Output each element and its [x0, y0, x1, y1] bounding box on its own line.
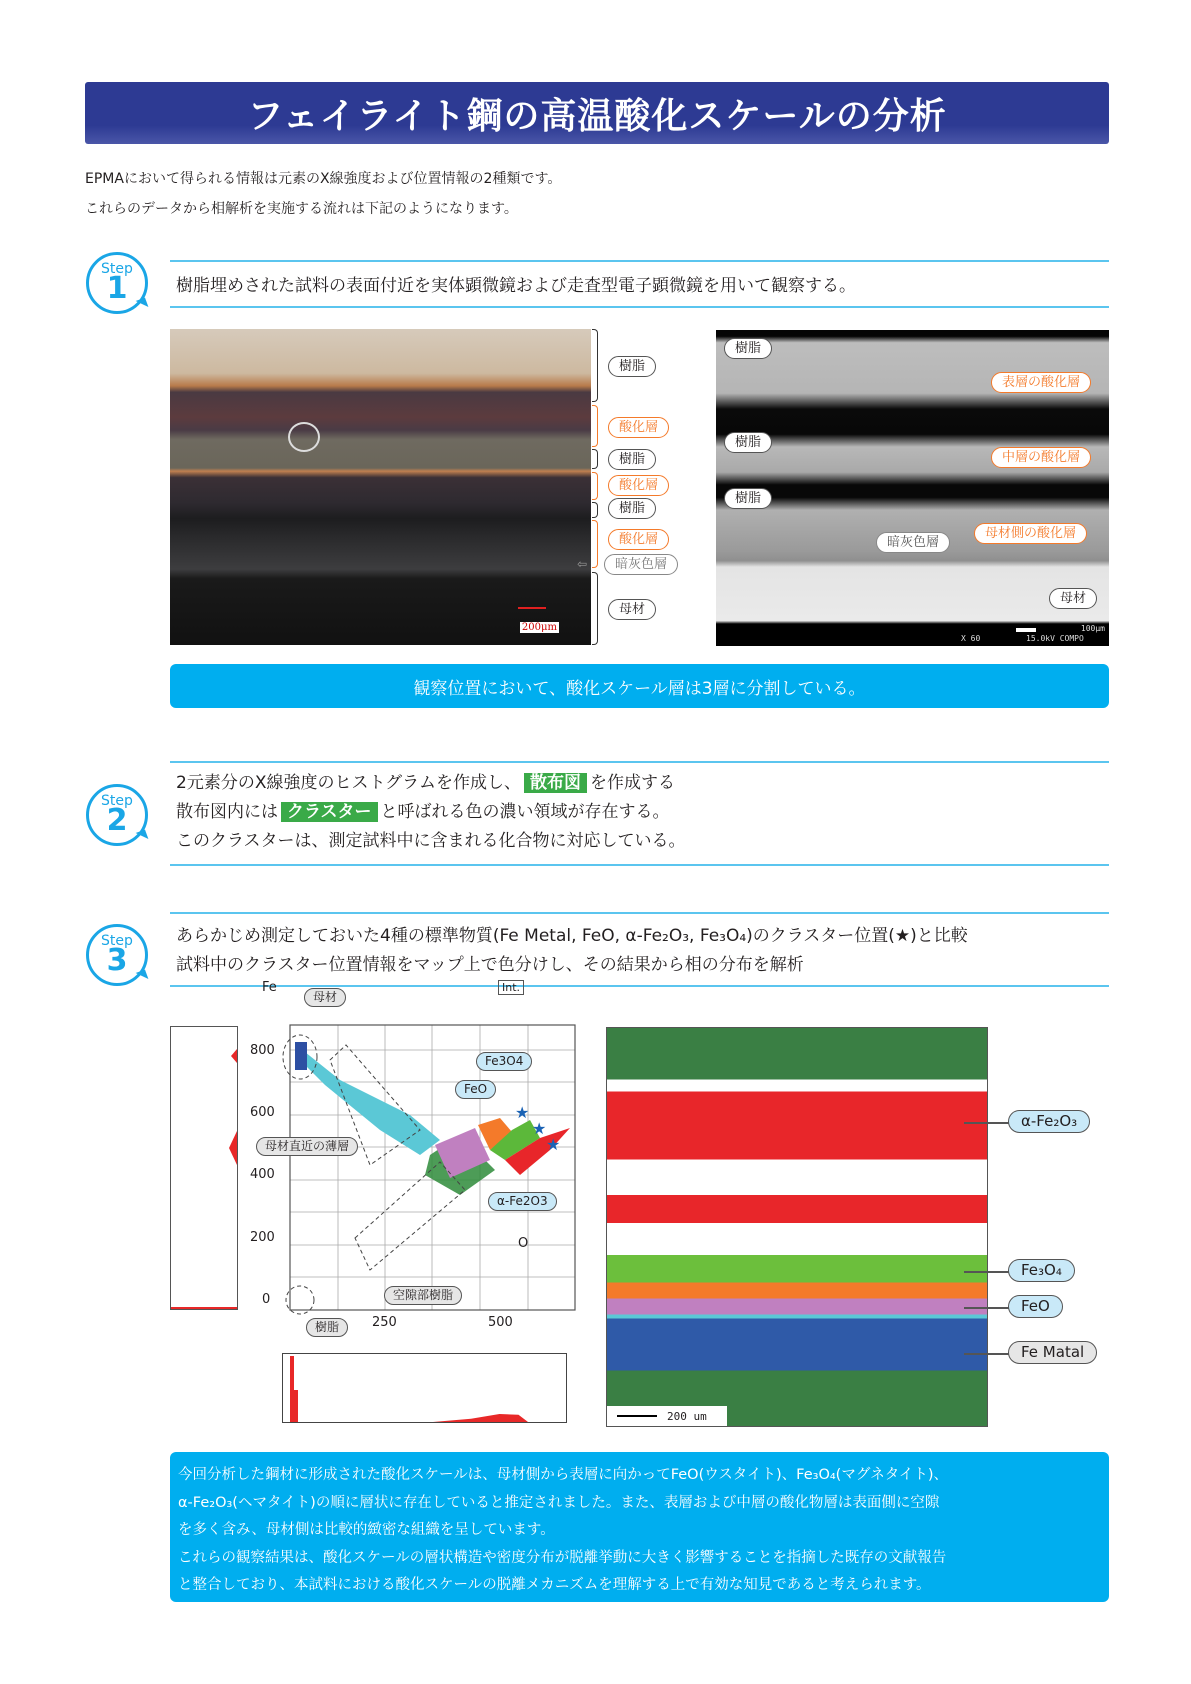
annot-fe3o4: Fe3O4	[476, 1052, 532, 1071]
annot-base: 母材	[304, 988, 346, 1007]
label-resin: 樹脂	[608, 498, 656, 519]
label-oxide: 酸化層	[608, 529, 669, 550]
annot-resin: 樹脂	[306, 1318, 348, 1337]
sem-label-dark-grey: 暗灰色層	[876, 532, 950, 553]
fe-histogram	[170, 1026, 238, 1310]
divider	[170, 260, 1109, 262]
label-dark-grey: 暗灰色層	[604, 554, 678, 575]
label-oxide: 酸化層	[608, 417, 669, 438]
sem-label-base-oxide: 母材側の酸化層	[974, 523, 1087, 544]
divider	[170, 864, 1109, 866]
x-axis-label: O	[518, 1236, 529, 1251]
map-label-fe3o4: Fe₃O₄	[1008, 1259, 1075, 1282]
sem-label-surface-oxide: 表層の酸化層	[991, 372, 1091, 393]
divider	[170, 985, 1109, 987]
annot-thin-layer: 母材直近の薄層	[256, 1137, 358, 1156]
sem-mag: X 60	[961, 634, 981, 643]
arrow-icon: ⇦	[577, 557, 588, 571]
sem-label-resin: 樹脂	[724, 338, 772, 359]
scale-bar	[518, 607, 546, 609]
star-icon: ★	[532, 1119, 547, 1138]
x-tick: 500	[488, 1315, 513, 1330]
step-1-badge: Step 1	[86, 252, 148, 314]
int-label: Int.	[498, 980, 524, 995]
step-1-conclusion: 観察位置において、酸化スケール層は3層に分割している。	[170, 664, 1109, 708]
y-tick: 0	[262, 1292, 271, 1307]
label-resin: 樹脂	[608, 449, 656, 470]
y-tick: 600	[250, 1105, 275, 1120]
map-label-fe2o3: α-Fe₂O₃	[1008, 1110, 1090, 1133]
sem-label-resin: 樹脂	[724, 432, 772, 453]
scale-bar-label: 200μm	[521, 622, 557, 633]
map-label-feo: FeO	[1008, 1295, 1063, 1318]
step-2-badge: Step 2	[86, 784, 148, 846]
bubble	[288, 422, 320, 452]
optical-micrograph	[170, 329, 591, 645]
annot-fe2o3: α-Fe2O3	[488, 1192, 557, 1211]
o-histogram	[282, 1353, 567, 1423]
annot-void-resin: 空隙部樹脂	[384, 1286, 462, 1305]
sem-label-middle-oxide: 中層の酸化層	[991, 447, 1091, 468]
summary-panel: 今回分析した鋼材に形成された酸化スケールは、母材側から表層に向かってFeO(ウスタイト)、Fe₃O₄(マグネタイト)、 α-Fe₂O₃(ヘマタイト)の順に層状に存在していると推定されました。また、表層および中層の酸化物層は表面側に空隙 を多く含み、母材側は比較的緻密な組織を呈しています。 これらの観察結果は、酸化スケールの層状構造や密度分布が脱離挙動に大きく影響することを指摘した既存の文献報告 と整合しており、本試料における酸化スケールの脱離メカニズムを理解する上で有効な知見であると考えられます。	[170, 1452, 1109, 1602]
step-3-badge: Step 3	[86, 924, 148, 986]
map-label-fe-metal: Fe Matal	[1008, 1341, 1097, 1364]
phase-map	[606, 1027, 988, 1427]
sem-micrograph	[716, 330, 1109, 646]
step-1-text: 樹脂埋めされた試料の表面付近を実体顕微鏡および走査型電子顕微鏡を用いて観察する。	[176, 276, 856, 296]
label-resin: 樹脂	[608, 356, 656, 377]
divider	[170, 761, 1109, 763]
y-tick: 400	[250, 1167, 275, 1182]
sem-label-resin: 樹脂	[724, 488, 772, 509]
label-oxide: 酸化層	[608, 475, 669, 496]
y-axis-label: Fe	[262, 980, 277, 995]
sem-scale: 100μm	[1080, 624, 1105, 633]
highlight-scatter: 散布図	[524, 773, 587, 793]
step-2-text: 2元素分のX線強度のヒストグラムを作成し、 散布図 を作成する 散布図内には クラスター と呼ばれる色の濃い領域が存在する。 このクラスターは、測定試料中に含まれる化合物に対応している。	[176, 773, 686, 851]
divider	[170, 306, 1109, 308]
highlight-cluster: クラスター	[281, 802, 378, 822]
page-title: フェイライト鋼の高温酸化スケールの分析	[247, 95, 947, 137]
page-title-bar	[85, 82, 1109, 144]
label-base: 母材	[608, 599, 656, 620]
phase-map-scale: 200 um	[667, 1409, 707, 1423]
y-tick: 200	[250, 1230, 275, 1245]
y-tick: 800	[250, 1043, 275, 1058]
divider	[170, 912, 1109, 914]
x-tick: 250	[372, 1315, 397, 1330]
star-icon: ★	[546, 1135, 561, 1154]
intro-line-1: EPMAにおいて得られる情報は元素のX線強度および位置情報の2種類です。	[85, 171, 562, 187]
step-3-text: あらかじめ測定しておいた4種の標準物質(Fe Metal, FeO, α-Fe₂O₃, Fe₃O₄)のクラスター位置(★)と比較 試料中のクラスター位置情報をマップ上で色分けし、その結果から相の分布を解析	[176, 926, 968, 975]
sem-label-base: 母材	[1049, 588, 1097, 609]
annot-feo: FeO	[455, 1080, 496, 1099]
sem-info: 15.0kV COMPO	[1026, 634, 1084, 643]
intro-line-2: これらのデータから相解析を実施する流れは下記のようになります。	[85, 201, 518, 217]
star-icon: ★	[515, 1103, 530, 1122]
